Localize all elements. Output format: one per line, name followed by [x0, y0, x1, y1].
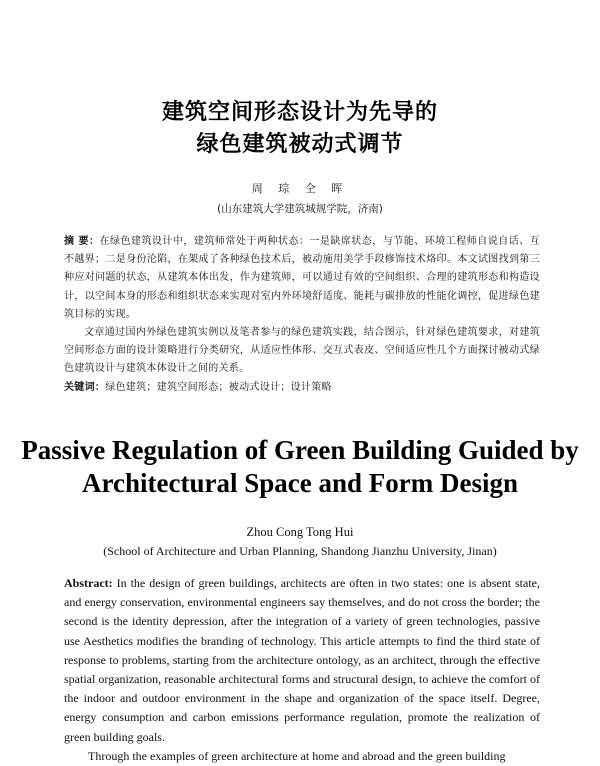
chinese-abstract-text1: 在绿色建筑设计中，建筑师常处于两种状态：一是缺席状态，与节能、环境工程师自说自话、互不越界；二是身份沦陷，在架成了各种绿色技术后，被动施用美学手段修饰技术烙印。本文试图找到第三种应对问题的状态，从建筑本体出发，作为建筑师，可以通过有效的空间组织、合理的建筑形态和构造设计，以空间本身的形态和组织状态来实现对室内外环境舒适度、能耗与碳排放的性能化调控，促进绿色建筑目标的实现。 [64, 236, 540, 320]
english-affiliation: (School of Architecture and Urban Planning, Shandong Jianzhu University, Jinan) [103, 544, 497, 558]
english-abstract-text1: In the design of green buildings, architects are often in two states: one is absent state, and energy conservation, environmental engineers say themselves, and do not cross the border; the second is the identity depression, after the integration of a variety of green technologies, passive use Aesthetics modifies the branding of technology. This article attempts to find the third state of response to problems, starting from the architecture ontology, as an architect, through the effective spatial organization, reasonable architectural forms and structural design, to achieve the comfort of the indoor and outdoor environment in the shape and organization of the space itself. Degree, energy consumption and carbon emissions performance regulation, promote the realization of green building goals. [64, 576, 540, 744]
english-authors: Zhou Cong Tong Hui [246, 525, 354, 539]
chinese-abstract-para2: 文章通过国内外绿色建筑实例以及笔者参与的绿色建筑实践，结合图示，针对绿色建筑要求，对建筑空间形态方面的设计策略进行分类研究，从适应性体形、交互式表皮、空间适应性几个方面探讨被动式绿色建筑设计与建筑本体设计之间的关系。 [64, 327, 540, 375]
chinese-title-line1: 建筑空间形态设计为先导的 [161, 100, 438, 125]
chinese-abstract-label: 摘 要： [64, 236, 100, 247]
chinese-keywords-text: 绿色建筑；建筑空间形态；被动式设计；设计策略 [105, 381, 332, 393]
english-title-line2: Architectural Space and Form Design [82, 468, 518, 498]
chinese-keywords-label: 关键词： [64, 381, 106, 393]
chinese-title-line2: 绿色建筑被动式调节 [196, 132, 404, 157]
chinese-abstract [64, 233, 540, 397]
english-abstract-para2: Through the examples of green architecture at home and abroad and the green building [88, 748, 506, 763]
english-abstract-label: Abstract: [64, 576, 113, 590]
chinese-keywords [64, 379, 540, 397]
english-abstract [64, 574, 540, 766]
chinese-authors: 周 琮 仝 晖 [251, 182, 349, 195]
english-abstract-para1 [64, 574, 540, 747]
chinese-abstract-para1 [64, 233, 540, 324]
english-title-line1: Passive Regulation of Green Building Guided by [21, 435, 579, 465]
chinese-affiliation: (山东建筑大学建筑城规学院，济南) [217, 203, 383, 215]
